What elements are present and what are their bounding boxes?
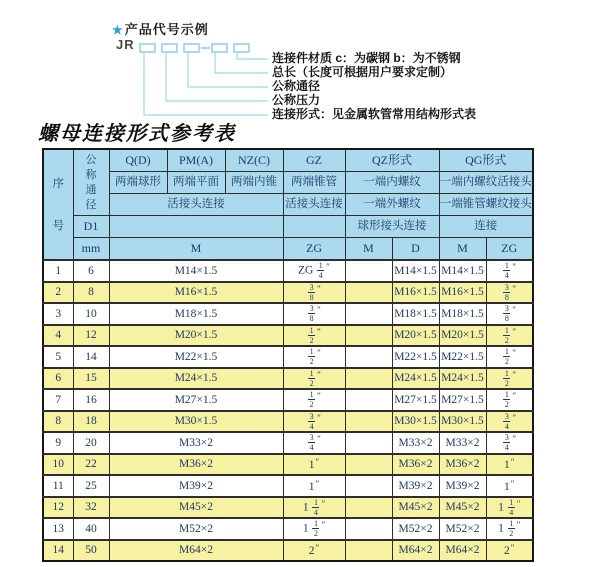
- cell-qg-m: M30×1.5: [439, 411, 486, 433]
- header-qg-sub-m: M: [439, 238, 486, 261]
- cell-qz-d: M64×2: [392, 540, 439, 562]
- cell-serial: 2: [43, 282, 73, 304]
- cell-zg-size: 1″: [283, 475, 345, 497]
- header-gz-sub: ZG: [283, 238, 345, 261]
- fraction: $\frac{1}{2}$: [509, 519, 514, 539]
- cell-zg-size: 2″: [283, 540, 345, 562]
- header-serial: 序号: [43, 149, 73, 260]
- cell-qz-m: [345, 389, 392, 411]
- header-q-code: Q(D): [109, 149, 167, 172]
- fraction: $\frac{3}{8}$: [309, 282, 314, 302]
- fraction: $\frac{3}{8}$: [504, 304, 509, 324]
- table-title: 螺母连接形式参考表: [38, 121, 236, 145]
- fraction: $\frac{1}{2}$: [504, 325, 509, 345]
- cell-qg-zg: [486, 282, 533, 304]
- fraction: $\frac{3}{4}$: [309, 411, 314, 431]
- cell-m-thread: M52×2: [109, 518, 283, 540]
- cell-m-thread: M27×1.5: [109, 389, 283, 411]
- inch-mark: ″: [315, 457, 320, 468]
- cell-m-thread: M18×1.5: [109, 303, 283, 325]
- code-box: [162, 44, 177, 52]
- cell-qz-m: [345, 346, 392, 368]
- header-nz-ends: 两端内锥: [225, 172, 283, 194]
- cell-qz-d: M22×1.5: [392, 346, 439, 368]
- cell-qz-m: [345, 368, 392, 390]
- fraction: $\frac{1}{2}$: [504, 368, 509, 388]
- cell-qg-zg: [486, 325, 533, 347]
- cell-nominal-diameter: 32: [73, 497, 109, 519]
- header-qg-row2: 一端内螺纹活接头: [439, 172, 533, 194]
- cell-nominal-diameter: 25: [73, 475, 109, 497]
- cell-serial: 10: [43, 454, 73, 476]
- cell-nominal-diameter: 10: [73, 303, 109, 325]
- header-qg-sub-zg: ZG: [486, 238, 533, 261]
- inch-mark: ″: [512, 305, 517, 316]
- fraction: $\frac{3}{8}$: [504, 282, 509, 302]
- cell-zg-size: [283, 282, 345, 304]
- fraction: $\frac{1}{2}$: [309, 390, 314, 410]
- cell-zg-size: 1 $\frac{1}{4}$ ″: [283, 497, 345, 519]
- fraction: $\frac{3}{8}$: [309, 304, 314, 324]
- cell-m-thread: M39×2: [109, 475, 283, 497]
- header-gz-code: GZ: [283, 149, 345, 172]
- cell-qg-m: M18×1.5: [439, 303, 486, 325]
- cell-nominal-diameter: 50: [73, 540, 109, 562]
- star-icon: ★: [112, 23, 123, 37]
- cell-qg-m: M39×2: [439, 475, 486, 497]
- fraction: $\frac{1}{2}$: [309, 368, 314, 388]
- fraction: $\frac{3}{4}$: [504, 411, 509, 431]
- cell-serial: 1: [43, 260, 73, 282]
- table-header: [43, 149, 533, 260]
- cell-serial: 9: [43, 432, 73, 454]
- cell-qg-zg: [486, 346, 533, 368]
- inch-mark: ″: [317, 305, 321, 316]
- cell-serial: 8: [43, 411, 73, 433]
- fraction: $\frac{1}{4}$: [318, 261, 323, 281]
- table-row: [43, 368, 533, 390]
- header-empty-gz: [283, 216, 345, 238]
- diagram-label-material: 连接件材质 c：为碳钢 b：为不锈钢: [272, 51, 461, 65]
- inch-mark: ″: [317, 412, 321, 423]
- header-qg-row3: 一端锥管螺纹接头: [439, 194, 533, 216]
- cell-qg-zg: [486, 389, 533, 411]
- fraction: $\frac{1}{2}$: [309, 347, 314, 367]
- inch-mark: ″: [315, 478, 320, 489]
- fraction: $\frac{1}{2}$: [504, 347, 509, 367]
- fraction: $\frac{1}{4}$: [509, 497, 514, 517]
- table-row: [43, 260, 533, 282]
- table-row: [43, 346, 533, 368]
- table-row: [43, 282, 533, 304]
- header-qz-sub-m: M: [345, 238, 392, 261]
- cell-qz-d: M27×1.5: [392, 389, 439, 411]
- cell-nominal-diameter: 6: [73, 260, 109, 282]
- connector-line: [166, 53, 268, 101]
- header-d1: D1: [73, 216, 109, 238]
- cell-qg-m: M16×1.5: [439, 282, 486, 304]
- code-box: [140, 44, 155, 52]
- inch-mark: ″: [512, 348, 517, 359]
- cell-qz-d: M45×2: [392, 497, 439, 519]
- cell-qg-zg: 1″: [486, 454, 533, 476]
- fraction: $\frac{3}{4}$: [309, 433, 314, 453]
- cell-zg-size: [283, 346, 345, 368]
- inch-mark: ″: [317, 326, 321, 337]
- header-qz-row3: 一端外螺纹: [345, 194, 439, 216]
- header-pm-code: PM(A): [167, 149, 225, 172]
- cell-qg-m: M64×2: [439, 540, 486, 562]
- inch-mark: ″: [321, 498, 326, 509]
- cell-qg-m: M45×2: [439, 497, 486, 519]
- cell-nominal-diameter: 12: [73, 325, 109, 347]
- cell-qg-m: M33×2: [439, 432, 486, 454]
- cell-serial: 12: [43, 497, 73, 519]
- header-empty-left: [109, 216, 283, 238]
- cell-zg-size: [283, 432, 345, 454]
- fraction: $\frac{1}{4}$: [504, 261, 509, 281]
- cell-qz-m: [345, 497, 392, 519]
- cell-m-thread: M24×1.5: [109, 368, 283, 390]
- header-m-span: M: [109, 238, 283, 261]
- inch-mark: ″: [315, 543, 320, 554]
- inch-mark: ″: [512, 434, 517, 445]
- code-box: [184, 44, 199, 52]
- cell-m-thread: M16×1.5: [109, 282, 283, 304]
- inch-mark: ″: [510, 478, 515, 489]
- cell-qg-m: M36×2: [439, 454, 486, 476]
- table-row: [43, 454, 533, 476]
- table-row: [43, 325, 533, 347]
- cell-qz-m: [345, 303, 392, 325]
- cell-qg-m: M24×1.5: [439, 368, 486, 390]
- cell-nominal-diameter: 8: [73, 282, 109, 304]
- cell-qg-m: M14×1.5: [439, 260, 486, 282]
- cell-nominal-diameter: 14: [73, 346, 109, 368]
- inch-mark: ″: [321, 520, 326, 531]
- cell-serial: 7: [43, 389, 73, 411]
- cell-nominal-diameter: 22: [73, 454, 109, 476]
- cell-zg-size: 1″: [283, 454, 345, 476]
- header-qz-row4: 球形接头连接: [345, 216, 439, 238]
- cell-qg-zg: 1″: [486, 475, 533, 497]
- cell-zg-size: 1 $\frac{1}{2}$ ″: [283, 518, 345, 540]
- inch-mark: ″: [510, 457, 515, 468]
- cell-qg-zg: [486, 260, 533, 282]
- table-row: [43, 497, 533, 519]
- cell-qg-zg: 1 $\frac{1}{2}$ ″: [486, 518, 533, 540]
- cell-qz-m: [345, 411, 392, 433]
- cell-qz-d: M52×2: [392, 518, 439, 540]
- cell-qg-zg: 2″: [486, 540, 533, 562]
- cell-qz-d: M36×2: [392, 454, 439, 476]
- cell-qg-m: M22×1.5: [439, 346, 486, 368]
- cell-nominal-diameter: 20: [73, 432, 109, 454]
- cell-zg-size: [283, 368, 345, 390]
- header-gz-union-connection: 活接头连接: [283, 194, 345, 216]
- code-boxes: [140, 44, 249, 52]
- nut-connection-reference-table: [42, 148, 534, 562]
- cell-m-thread: M30×1.5: [109, 411, 283, 433]
- cell-qz-m: [345, 325, 392, 347]
- cell-m-thread: M20×1.5: [109, 325, 283, 347]
- inch-mark: ″: [317, 369, 321, 380]
- connector-line: [144, 53, 268, 115]
- table-row: [43, 411, 533, 433]
- connector-line: [215, 53, 268, 73]
- cell-qz-d: M39×2: [392, 475, 439, 497]
- fraction: $\frac{1}{2}$: [309, 325, 314, 345]
- cell-qz-d: M18×1.5: [392, 303, 439, 325]
- cell-qg-zg: [486, 368, 533, 390]
- cell-qz-d: M30×1.5: [392, 411, 439, 433]
- header-union-connection: 活接头连接: [109, 194, 283, 216]
- table-row: [43, 303, 533, 325]
- cell-m-thread: M33×2: [109, 432, 283, 454]
- header-nominal-diameter: 公称通径: [73, 149, 109, 216]
- cell-qg-m: M27×1.5: [439, 389, 486, 411]
- header-q-ends: 两端球形: [109, 172, 167, 194]
- header-qg-code: QG形式: [439, 149, 533, 172]
- header-pm-ends: 两端平面: [167, 172, 225, 194]
- cell-qz-d: M24×1.5: [392, 368, 439, 390]
- connector-lines: [144, 53, 268, 115]
- inch-mark: ″: [317, 434, 321, 445]
- diagram-label-total-length: 总长（长度可根据用户要求定制）: [272, 65, 453, 79]
- inch-mark: ″: [510, 543, 515, 554]
- inch-mark: ″: [317, 391, 321, 402]
- table-row: [43, 540, 533, 562]
- diagram-label-nominal-diameter: 公称通径: [272, 79, 321, 93]
- table-body: [43, 260, 533, 561]
- cell-nominal-diameter: 16: [73, 389, 109, 411]
- cell-zg-size: [283, 325, 345, 347]
- header-qz-code: QZ形式: [345, 149, 439, 172]
- table-row: [43, 475, 533, 497]
- inch-mark: ″: [516, 498, 521, 509]
- cell-serial: 11: [43, 475, 73, 497]
- cell-serial: 14: [43, 540, 73, 562]
- inch-mark: ″: [512, 262, 517, 273]
- cell-qz-m: [345, 260, 392, 282]
- inch-mark: ″: [317, 348, 321, 359]
- code-box: [234, 44, 249, 52]
- fraction: $\frac{1}{2}$: [313, 519, 318, 539]
- cell-qz-m: [345, 454, 392, 476]
- cell-nominal-diameter: 15: [73, 368, 109, 390]
- code-box: [212, 44, 227, 52]
- inch-mark: ″: [512, 369, 517, 380]
- cell-qg-m: M52×2: [439, 518, 486, 540]
- cell-nominal-diameter: 40: [73, 518, 109, 540]
- connector-line: [237, 53, 268, 59]
- fraction: $\frac{3}{4}$: [504, 433, 509, 453]
- diagram-heading-text: 产品代号示例: [124, 22, 209, 37]
- cell-qz-d: M33×2: [392, 432, 439, 454]
- header-gz-ends: 两端锥管: [283, 172, 345, 194]
- diagram-label-connection-form: 连接形式：见金属软管常用结构形式表: [272, 107, 477, 121]
- cell-serial: 5: [43, 346, 73, 368]
- inch-mark: ″: [512, 412, 517, 423]
- header-qg-row4: 连接: [439, 216, 533, 238]
- cell-qz-m: [345, 540, 392, 562]
- header-nz-code: NZ(C): [225, 149, 283, 172]
- cell-serial: 6: [43, 368, 73, 390]
- inch-mark: ″: [512, 326, 517, 337]
- cell-zg-size: [283, 411, 345, 433]
- inch-mark: ″: [516, 520, 521, 531]
- cell-m-thread: M22×1.5: [109, 346, 283, 368]
- header-unit-mm: mm: [73, 238, 109, 261]
- cell-qg-zg: [486, 411, 533, 433]
- cell-qz-m: [345, 282, 392, 304]
- table-row: [43, 389, 533, 411]
- cell-m-thread: M64×2: [109, 540, 283, 562]
- inch-mark: ″: [326, 262, 330, 273]
- cell-qg-zg: 1 $\frac{1}{4}$ ″: [486, 497, 533, 519]
- cell-zg-size: [283, 389, 345, 411]
- connector-line: [188, 53, 268, 87]
- cell-zg-size: ZG $\frac{1}{4}$ ″: [283, 260, 345, 282]
- cell-serial: 4: [43, 325, 73, 347]
- diagram-label-nominal-pressure: 公称压力: [272, 93, 321, 107]
- cell-qg-zg: [486, 303, 533, 325]
- cell-m-thread: M14×1.5: [109, 260, 283, 282]
- cell-qg-zg: [486, 432, 533, 454]
- inch-mark: ″: [317, 283, 321, 294]
- cell-qz-m: [345, 518, 392, 540]
- table-row: [43, 518, 533, 540]
- code-prefix: JR: [116, 37, 135, 52]
- fraction: $\frac{1}{2}$: [504, 390, 509, 410]
- cell-zg-size: [283, 303, 345, 325]
- inch-mark: ″: [512, 391, 517, 402]
- table-row: [43, 432, 533, 454]
- header-qz-sub-d: D: [392, 238, 439, 261]
- cell-qz-m: [345, 432, 392, 454]
- cell-qz-d: M20×1.5: [392, 325, 439, 347]
- cell-serial: 3: [43, 303, 73, 325]
- cell-m-thread: M45×2: [109, 497, 283, 519]
- cell-qz-d: M16×1.5: [392, 282, 439, 304]
- cell-nominal-diameter: 18: [73, 411, 109, 433]
- cell-qg-m: M20×1.5: [439, 325, 486, 347]
- inch-mark: ″: [512, 283, 517, 294]
- cell-qz-m: [345, 475, 392, 497]
- header-qz-row2: 一端内螺纹: [345, 172, 439, 194]
- cell-m-thread: M36×2: [109, 454, 283, 476]
- fraction: $\frac{1}{4}$: [313, 497, 318, 517]
- cell-qz-d: M14×1.5: [392, 260, 439, 282]
- cell-serial: 13: [43, 518, 73, 540]
